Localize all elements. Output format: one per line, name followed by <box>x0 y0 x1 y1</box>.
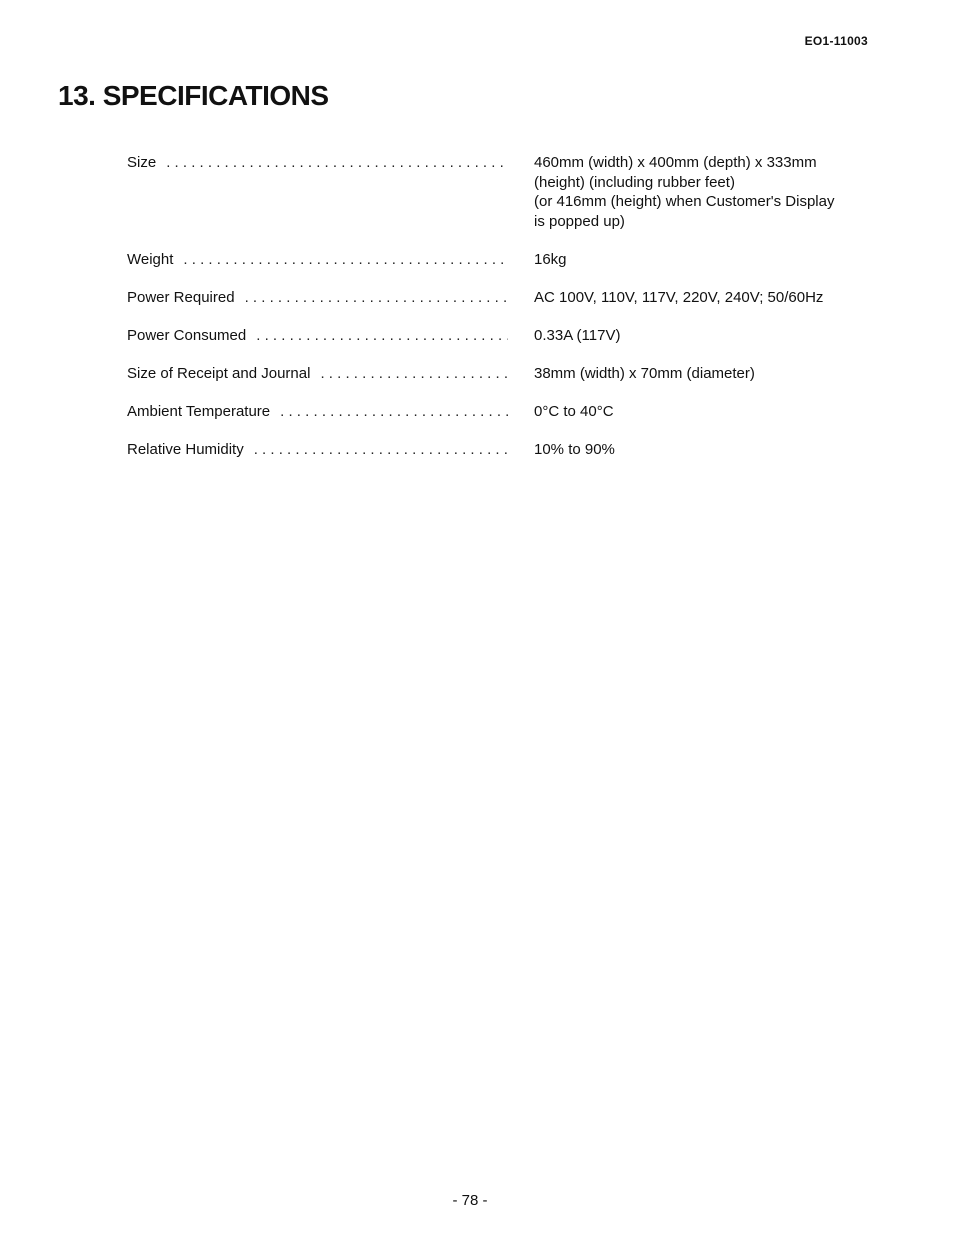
page-number: - 78 - <box>452 1192 488 1209</box>
spec-value-line: 0.33A (117V) <box>534 326 621 344</box>
spec-value-line: AC 100V, 110V, 117V, 220V, 240V; 50/60Hz <box>534 288 824 306</box>
spec-value-line: 38mm (width) x 70mm (diameter) <box>534 364 755 382</box>
spec-label-cell <box>127 440 508 460</box>
spec-row-power-consumed <box>127 326 877 346</box>
spec-value-line: (height) (including rubber feet) <box>534 173 735 191</box>
spec-row-size <box>127 153 877 231</box>
spec-label-cell <box>127 250 508 270</box>
spec-label: Size <box>127 154 157 171</box>
spec-label: Ambient Temperature <box>127 402 271 420</box>
spec-label-cell <box>127 402 508 422</box>
spec-value <box>534 250 874 270</box>
document-number: EO1-11003 <box>804 34 868 48</box>
dot-leader <box>254 440 508 460</box>
spec-label: Weight <box>127 250 174 268</box>
spec-value <box>534 402 874 422</box>
spec-row-power-required <box>127 288 877 308</box>
spec-row-weight <box>127 250 877 270</box>
spec-value <box>534 364 874 384</box>
spec-value-line: 0°C to 40°C <box>534 402 614 420</box>
specifications-table <box>127 153 877 478</box>
spec-row-receipt-journal-size <box>127 364 877 384</box>
spec-value <box>534 153 874 231</box>
dot-leader <box>183 250 508 270</box>
spec-value <box>534 440 874 460</box>
spec-label-cell <box>127 364 508 384</box>
dot-leader <box>280 402 508 422</box>
spec-value <box>534 288 874 308</box>
spec-label-cell <box>127 288 508 308</box>
spec-label: Power Consumed <box>127 326 247 344</box>
spec-label: Size of Receipt and Journal <box>127 364 311 382</box>
spec-value-line: is popped up) <box>534 212 625 230</box>
spec-row-ambient-temperature <box>127 402 877 422</box>
spec-label: Relative Humidity <box>127 440 244 458</box>
spec-label: Power Required <box>127 288 235 306</box>
dot-leader <box>166 153 508 173</box>
dot-leader <box>245 288 508 308</box>
spec-row-relative-humidity <box>127 440 877 460</box>
spec-value-line: 460mm (width) x 400mm (depth) x 333mm <box>534 154 817 171</box>
dot-leader <box>320 364 508 384</box>
spec-label-cell <box>127 326 508 346</box>
spec-label-cell <box>127 153 508 173</box>
dot-leader <box>256 326 508 346</box>
spec-value-line: (or 416mm (height) when Customer's Display <box>534 193 835 210</box>
section-title: 13. SPECIFICATIONS <box>58 80 329 111</box>
spec-value <box>534 326 874 346</box>
spec-value-line: 10% to 90% <box>534 440 615 458</box>
spec-value-line: 16kg <box>534 250 567 268</box>
